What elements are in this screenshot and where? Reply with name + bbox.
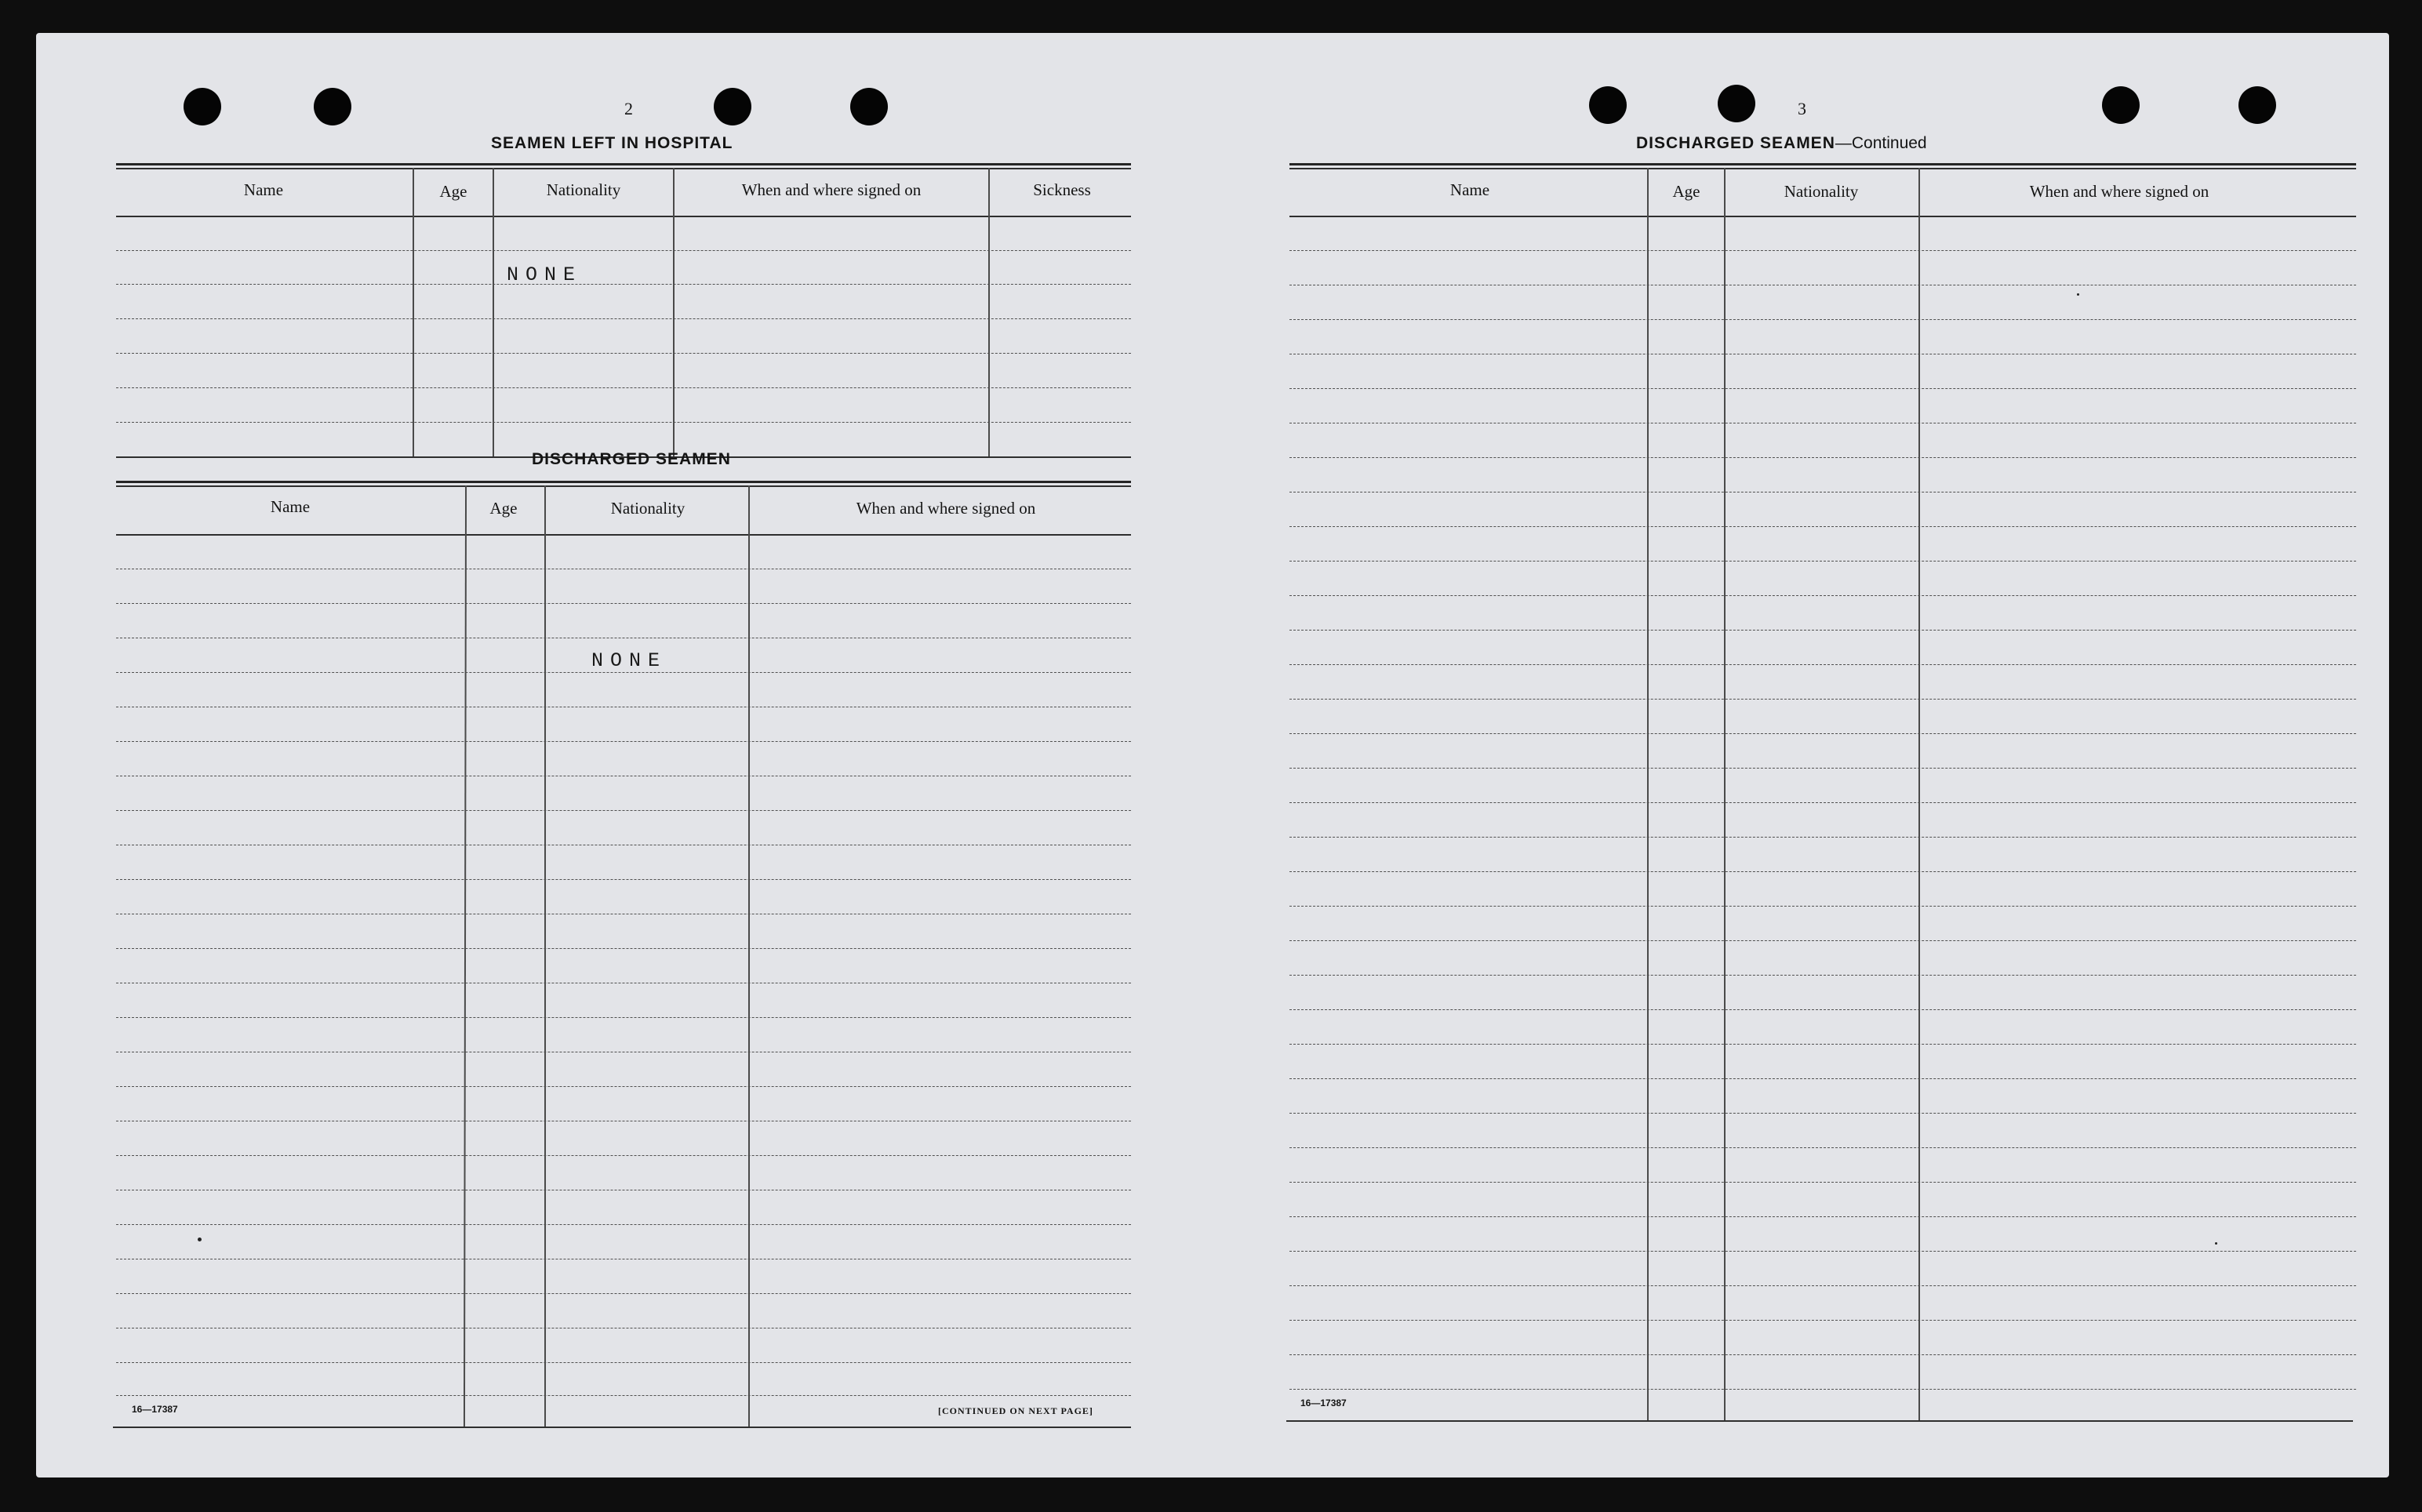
discharged-table-bottom-rule [113, 1427, 1131, 1428]
discharged-title-text: DISCHARGED SEAMEN [532, 450, 731, 468]
continued-row-line [1289, 1009, 2356, 1010]
continued-row-line [1289, 561, 2356, 562]
continued-row-line [1289, 1216, 2356, 1217]
continued-row-line [1289, 975, 2356, 976]
discharged-header-rule [116, 534, 1131, 536]
hospital-entry-none: NONE [507, 264, 583, 286]
form-code: 16—17387 [1300, 1398, 1347, 1408]
discharged-row-line [116, 879, 1131, 880]
discharged-row-line [116, 672, 1131, 673]
hospital-section-title [491, 134, 733, 153]
discharged-row-line [116, 603, 1131, 604]
hospital-column-divider [493, 168, 494, 458]
ink-speck [198, 1238, 202, 1241]
page-number: 2 [624, 99, 633, 118]
hospital-col-nationality: Nationality [546, 180, 621, 199]
continued-row-line [1289, 802, 2356, 803]
discharged-row-line [116, 741, 1131, 742]
ink-speck [2215, 1242, 2217, 1245]
hospital-row-line [116, 422, 1131, 423]
hospital-table-top-rule [116, 168, 1131, 169]
continued-column-divider [1647, 168, 1649, 1421]
punch-hole [714, 88, 751, 125]
punch-hole [1589, 86, 1627, 124]
hospital-column-divider [988, 168, 990, 458]
punch-hole [314, 88, 351, 125]
discharged-section-title [532, 450, 731, 469]
discharged-row-line [116, 1017, 1131, 1018]
continued-row-line [1289, 733, 2356, 734]
punch-hole [184, 88, 221, 125]
continued-row-line [1289, 1389, 2356, 1390]
ledger-sheet [36, 33, 2389, 1477]
continued-row-line [1289, 1251, 2356, 1252]
continued-section-title [1636, 134, 1927, 153]
continued-row-line [1289, 664, 2356, 665]
hospital-row-line [116, 353, 1131, 354]
punch-hole [2102, 86, 2140, 124]
continued-col-signed-on: When and where signed on [2029, 182, 2209, 201]
continued-row-line [1289, 1147, 2356, 1148]
hospital-row-line [116, 387, 1131, 388]
hospital-col-name: Name [243, 180, 284, 199]
hospital-column-divider [673, 168, 675, 458]
discharged-row-line [116, 1224, 1131, 1225]
continued-title-text: DISCHARGED SEAMEN [1636, 134, 1835, 152]
discharged-row-line [116, 1293, 1131, 1294]
continued-row-line [1289, 1113, 2356, 1114]
continued-row-line [1289, 630, 2356, 631]
discharged-row-line [116, 1362, 1131, 1363]
continued-row-line [1289, 595, 2356, 596]
hospital-col-sickness: Sickness [1033, 180, 1091, 199]
continued-row-line [1289, 388, 2356, 389]
continued-row-line [1289, 1285, 2356, 1286]
continued-row-line [1289, 1044, 2356, 1045]
continued-col-age: Age [1672, 182, 1700, 201]
continued-table-top-rule [1289, 168, 2356, 169]
continued-row-line [1289, 699, 2356, 700]
ink-speck [2077, 293, 2079, 296]
continued-column-divider [1918, 168, 1920, 1421]
discharged-row-line [116, 810, 1131, 811]
discharged-entry-none: NONE [591, 649, 667, 672]
punch-hole [2238, 86, 2276, 124]
discharged-column-divider [544, 485, 546, 1428]
continued-row-line [1289, 871, 2356, 872]
punch-hole [1718, 85, 1755, 122]
discharged-column-divider [748, 485, 750, 1428]
hospital-row-line [116, 250, 1131, 251]
hospital-col-age: Age [439, 182, 467, 201]
continued-row-line [1289, 768, 2356, 769]
discharged-col-signed-on: When and where signed on [856, 499, 1036, 518]
continued-row-line [1289, 250, 2356, 251]
hospital-row-line [116, 284, 1131, 285]
discharged-row-line [116, 1086, 1131, 1087]
discharged-row-line [116, 948, 1131, 949]
hospital-column-divider [413, 168, 414, 458]
continued-row-line [1289, 319, 2356, 320]
continued-row-line [1289, 526, 2356, 527]
form-code: 16—17387 [132, 1404, 178, 1415]
hospital-col-signed-on: When and where signed on [741, 180, 922, 199]
discharged-col-age: Age [489, 499, 518, 518]
hospital-title-text: SEAMEN LEFT IN HOSPITAL [491, 134, 733, 152]
continued-row-line [1289, 1354, 2356, 1355]
continued-column-divider [1724, 168, 1726, 1421]
hospital-table-top-rule [116, 163, 1131, 165]
continued-col-nationality: Nationality [1784, 182, 1859, 201]
discharged-col-nationality: Nationality [610, 499, 686, 518]
punch-hole [850, 88, 888, 125]
continued-header-rule [1289, 216, 2356, 217]
hospital-header-rule [116, 216, 1131, 217]
hospital-row-line [116, 318, 1131, 319]
continued-row-line [1289, 906, 2356, 907]
continued-row-line [1289, 457, 2356, 458]
discharged-row-line [116, 1395, 1131, 1396]
continued-col-name: Name [1449, 180, 1490, 199]
continued-row-line [1289, 1320, 2356, 1321]
page-number: 3 [1798, 99, 1806, 118]
continued-row-line [1289, 940, 2356, 941]
continued-row-line [1289, 837, 2356, 838]
discharged-col-name: Name [270, 497, 311, 516]
continued-table-bottom-rule [1286, 1420, 2353, 1422]
continued-note: [CONTINUED ON NEXT PAGE] [938, 1405, 1093, 1416]
continued-row-line [1289, 1182, 2356, 1183]
discharged-row-line [116, 1155, 1131, 1156]
discharged-column-divider [464, 485, 467, 1428]
continued-row-line [1289, 1078, 2356, 1079]
discharged-table-top-rule [116, 481, 1131, 483]
continued-table-top-rule [1289, 163, 2356, 165]
discharged-table-top-rule [116, 485, 1131, 487]
continued-title-suffix: —Continued [1835, 134, 1927, 152]
